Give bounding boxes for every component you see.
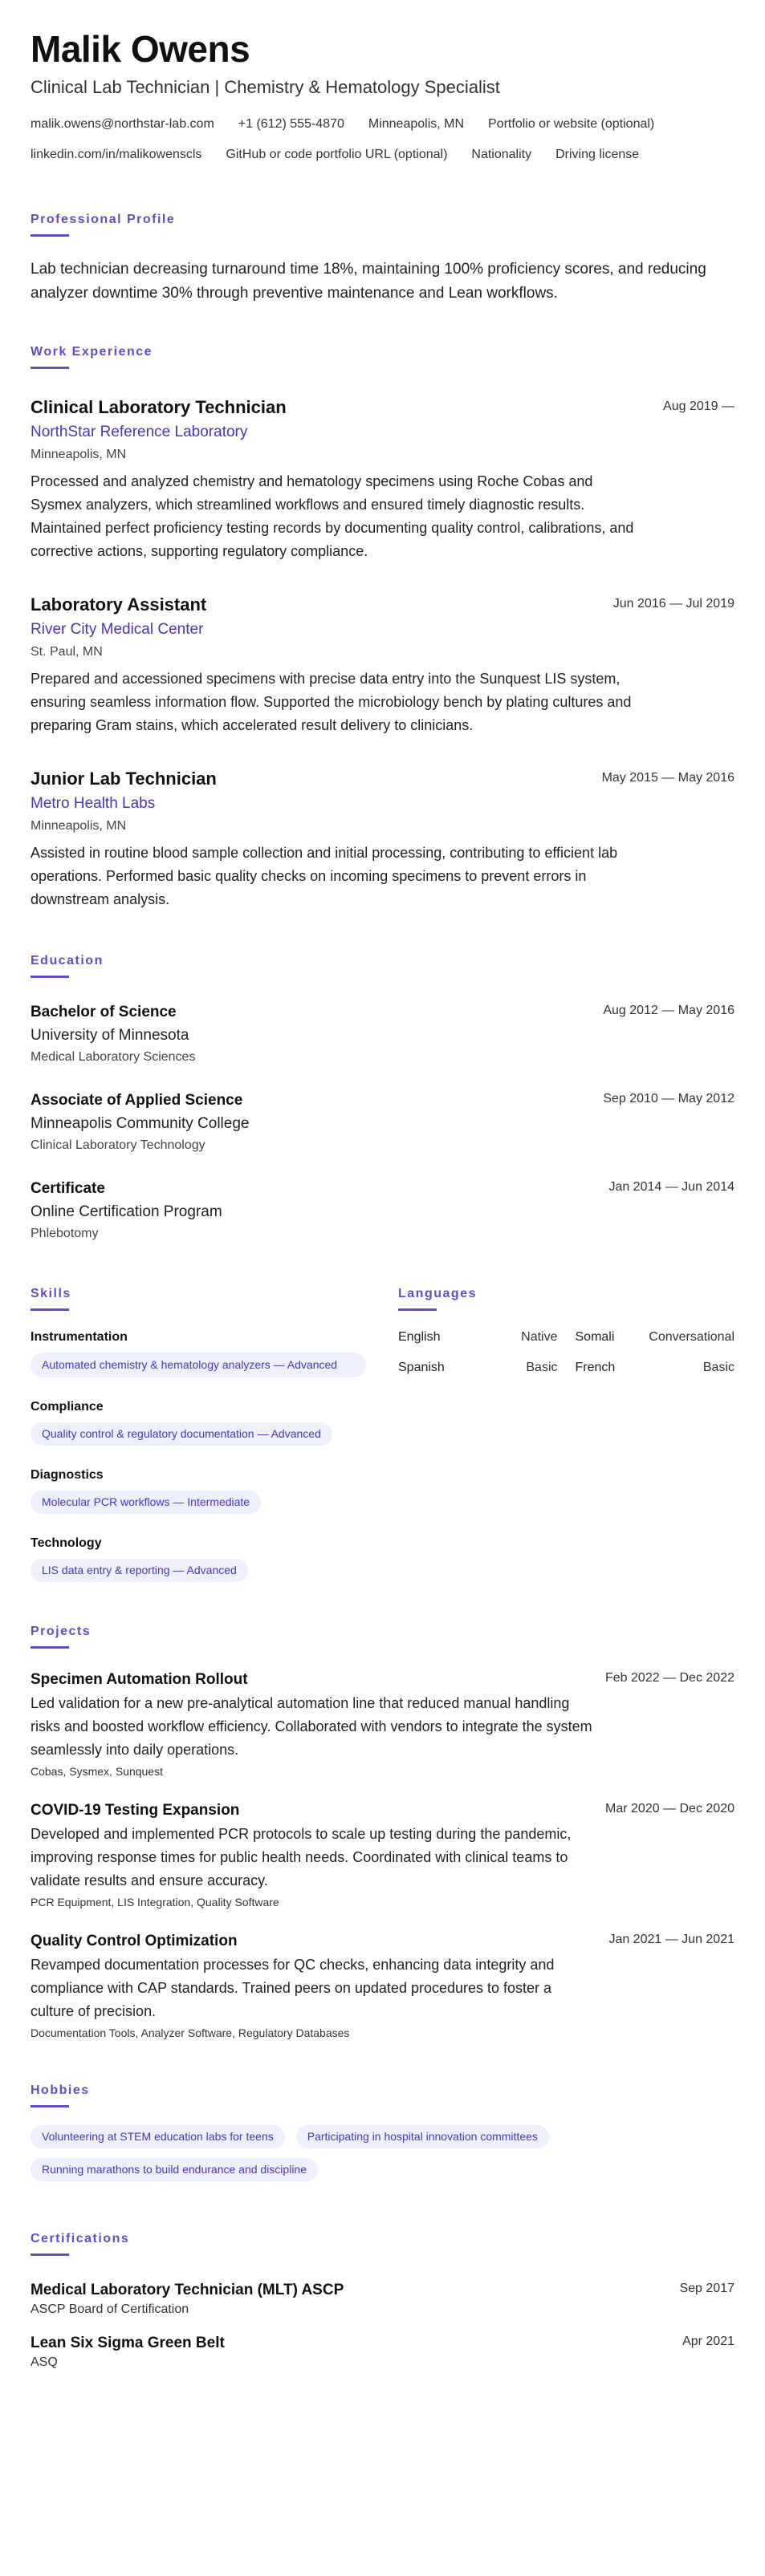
projects-heading: Projects xyxy=(31,1625,92,1638)
education-school: Online Certification Program xyxy=(31,1203,222,1220)
section-divider xyxy=(31,1646,69,1649)
project-title: Quality Control Optimization xyxy=(31,1933,238,1949)
project-tools: PCR Equipment, LIS Integration, Quality Software xyxy=(31,1896,279,1909)
language-name: French xyxy=(575,1361,616,1374)
languages-heading: Languages xyxy=(398,1287,477,1300)
skill-category: Compliance xyxy=(31,1400,104,1414)
job-entry xyxy=(31,396,734,563)
contact-github[interactable]: GitHub or code portfolio URL (optional) xyxy=(226,148,448,161)
section-divider xyxy=(398,1308,437,1311)
certification-issuer: ASCP Board of Certification xyxy=(31,2302,189,2316)
skill-chip: Automated chemistry & hematology analyzers — Advanced xyxy=(31,1353,366,1377)
education-field: Medical Laboratory Sciences xyxy=(31,1050,196,1064)
job-entry xyxy=(31,768,734,911)
certification-name: Lean Six Sigma Green Belt xyxy=(31,2335,225,2351)
project-title: Specimen Automation Rollout xyxy=(31,1671,248,1688)
job-location: Minneapolis, MN xyxy=(31,819,127,833)
project-entry xyxy=(31,1931,734,2041)
project-description: Led validation for a new pre-analytical automation line that reduced manual handling risks and boosted workflow efficiency. Collaborated with vendors to integrate the system seamlessly into daily operations. xyxy=(31,1695,592,1758)
job-title: Clinical Laboratory Technician xyxy=(31,397,287,417)
language-level: Native xyxy=(521,1330,558,1344)
education-dates: Sep 2010 — May 2012 xyxy=(603,1092,734,1105)
certification-entry xyxy=(31,2280,734,2318)
job-dates: May 2015 — May 2016 xyxy=(601,771,734,785)
certification-date: Sep 2017 xyxy=(679,2282,734,2295)
contact-location: Minneapolis, MN xyxy=(368,117,465,131)
contact-list xyxy=(31,117,737,162)
experience-heading: Work Experience xyxy=(31,345,153,359)
job-company: River City Medical Center xyxy=(31,621,204,638)
certification-issuer: ASQ xyxy=(31,2355,58,2369)
hobbies-section xyxy=(31,2083,734,2191)
project-dates: Mar 2020 — Dec 2020 xyxy=(605,1802,734,1815)
project-dates: Jan 2021 — Jun 2021 xyxy=(608,1933,734,1946)
education-heading: Education xyxy=(31,954,104,968)
education-entry xyxy=(31,1178,734,1243)
education-field: Phlebotomy xyxy=(31,1227,99,1240)
skills-languages-row xyxy=(31,1286,734,1582)
job-location: St. Paul, MN xyxy=(31,645,103,659)
language-level: Basic xyxy=(526,1361,558,1374)
education-entry xyxy=(31,1002,734,1066)
job-description: Processed and analyzed chemistry and hematology specimens using Roche Cobas and Sysmex analyzers, which streamlined workflows and ensured timely diagnostic results. Maintained perfect proficiency testing records by documenting quality control, calibrations, and corrective actions, supporting regulatory compliance. xyxy=(31,473,634,559)
education-section xyxy=(31,953,734,1243)
project-tools: Cobas, Sysmex, Sunquest xyxy=(31,1765,163,1778)
skill-chip: Molecular PCR workflows — Intermediate xyxy=(31,1491,261,1514)
job-location: Minneapolis, MN xyxy=(31,448,127,461)
contact-linkedin[interactable]: linkedin.com/in/malikowenscls xyxy=(31,148,202,161)
language-item xyxy=(576,1329,735,1346)
section-divider xyxy=(31,234,69,237)
skill-category: Technology xyxy=(31,1536,102,1550)
education-school: Minneapolis Community College xyxy=(31,1115,250,1132)
language-name: English xyxy=(398,1330,441,1344)
hobbies-heading: Hobbies xyxy=(31,2083,90,2097)
project-tools: Documentation Tools, Analyzer Software, Regulatory Databases xyxy=(31,2026,350,2039)
language-item xyxy=(576,1359,735,1377)
skill-chip: LIS data entry & reporting — Advanced xyxy=(31,1559,248,1582)
job-entry xyxy=(31,594,734,737)
skills-heading: Skills xyxy=(31,1287,71,1300)
job-description: Prepared and accessioned specimens with precise data entry into the Sunquest LIS system, ensuring seamless information flow. Supported the microbiology bench by plating cultures and preparing Gram stains, which accelerated result delivery to clinicians. xyxy=(31,671,632,733)
certification-entry xyxy=(31,2333,734,2371)
hobby-chip: Participating in hospital innovation committees xyxy=(296,2125,549,2148)
candidate-title: Clinical Lab Technician | Chemistry & Hematology Specialist xyxy=(31,77,500,97)
project-title: COVID-19 Testing Expansion xyxy=(31,1802,240,1819)
job-dates: Jun 2016 — Jul 2019 xyxy=(612,597,734,611)
profile-section xyxy=(31,212,734,306)
job-title: Laboratory Assistant xyxy=(31,594,207,615)
section-divider xyxy=(31,367,69,369)
job-title: Junior Lab Technician xyxy=(31,769,217,789)
skill-group xyxy=(31,1329,366,1377)
language-item xyxy=(398,1359,558,1377)
project-dates: Feb 2022 — Dec 2022 xyxy=(605,1671,734,1685)
skill-group xyxy=(31,1398,366,1446)
education-degree: Bachelor of Science xyxy=(31,1004,177,1020)
certification-name: Medical Laboratory Technician (MLT) ASCP xyxy=(31,2282,344,2298)
skill-category: Diagnostics xyxy=(31,1468,104,1482)
projects-section xyxy=(31,1624,734,2041)
skill-category: Instrumentation xyxy=(31,1330,128,1344)
job-company: Metro Health Labs xyxy=(31,795,156,812)
contact-portfolio[interactable]: Portfolio or website (optional) xyxy=(488,117,655,131)
resume-header xyxy=(31,27,734,162)
certifications-section xyxy=(31,2231,734,2371)
education-dates: Aug 2012 — May 2016 xyxy=(603,1004,734,1017)
job-description: Assisted in routine blood sample collection and initial processing, contributing to efficient lab operations. Performed basic quality checks on incoming specimens to prevent errors in downstream analysis. xyxy=(31,845,618,907)
education-dates: Jan 2014 — Jun 2014 xyxy=(608,1180,734,1194)
skill-chip: Quality control & regulatory documentation — Advanced xyxy=(31,1422,332,1446)
education-degree: Associate of Applied Science xyxy=(31,1092,243,1109)
languages-section xyxy=(398,1286,734,1582)
job-dates: Aug 2019 — xyxy=(663,400,734,413)
contact-driving-license: Driving license xyxy=(555,148,640,161)
project-description: Revamped documentation processes for QC checks, enhancing data integrity and compliance with CAP standards. Trained peers on updated procedures to foster a culture of precision. xyxy=(31,1957,555,2019)
language-level: Basic xyxy=(702,1361,734,1374)
education-degree: Certificate xyxy=(31,1180,105,1197)
project-entry xyxy=(31,1800,734,1910)
language-item xyxy=(398,1329,558,1346)
skill-group xyxy=(31,1535,366,1582)
section-divider xyxy=(31,2253,69,2256)
experience-section xyxy=(31,344,734,911)
section-divider xyxy=(31,2105,69,2107)
project-description: Developed and implemented PCR protocols to scale up testing during the pandemic, improving response times for public health needs. Coordinated with clinical teams to validate results and ensure accuracy. xyxy=(31,1826,572,1888)
hobby-chip: Running marathons to build endurance and discipline xyxy=(31,2158,318,2181)
candidate-name: Malik Owens xyxy=(31,28,250,70)
education-field: Clinical Laboratory Technology xyxy=(31,1138,205,1152)
section-divider xyxy=(31,976,69,978)
skills-section xyxy=(31,1286,366,1582)
certifications-heading: Certifications xyxy=(31,2232,130,2245)
project-entry xyxy=(31,1669,734,1779)
profile-text: Lab technician decreasing turnaround time 18%, maintaining 100% proficiency scores, and reducing analyzer downtime 30% through preventive maintenance and Lean workflows. xyxy=(31,261,706,302)
contact-phone[interactable]: +1 (612) 555-4870 xyxy=(238,117,344,131)
education-school: University of Minnesota xyxy=(31,1027,189,1044)
language-name: Spanish xyxy=(398,1361,445,1374)
contact-nationality: Nationality xyxy=(471,148,532,161)
hobby-chip: Volunteering at STEM education labs for teens xyxy=(31,2125,285,2148)
section-divider xyxy=(31,1308,69,1311)
profile-heading: Professional Profile xyxy=(31,213,176,226)
language-name: Somali xyxy=(575,1330,615,1344)
contact-email[interactable]: malik.owens@northstar-lab.com xyxy=(31,117,214,131)
education-entry xyxy=(31,1090,734,1154)
skill-group xyxy=(31,1466,366,1514)
job-company: NorthStar Reference Laboratory xyxy=(31,424,248,440)
certification-date: Apr 2021 xyxy=(682,2335,734,2348)
language-level: Conversational xyxy=(649,1330,734,1344)
